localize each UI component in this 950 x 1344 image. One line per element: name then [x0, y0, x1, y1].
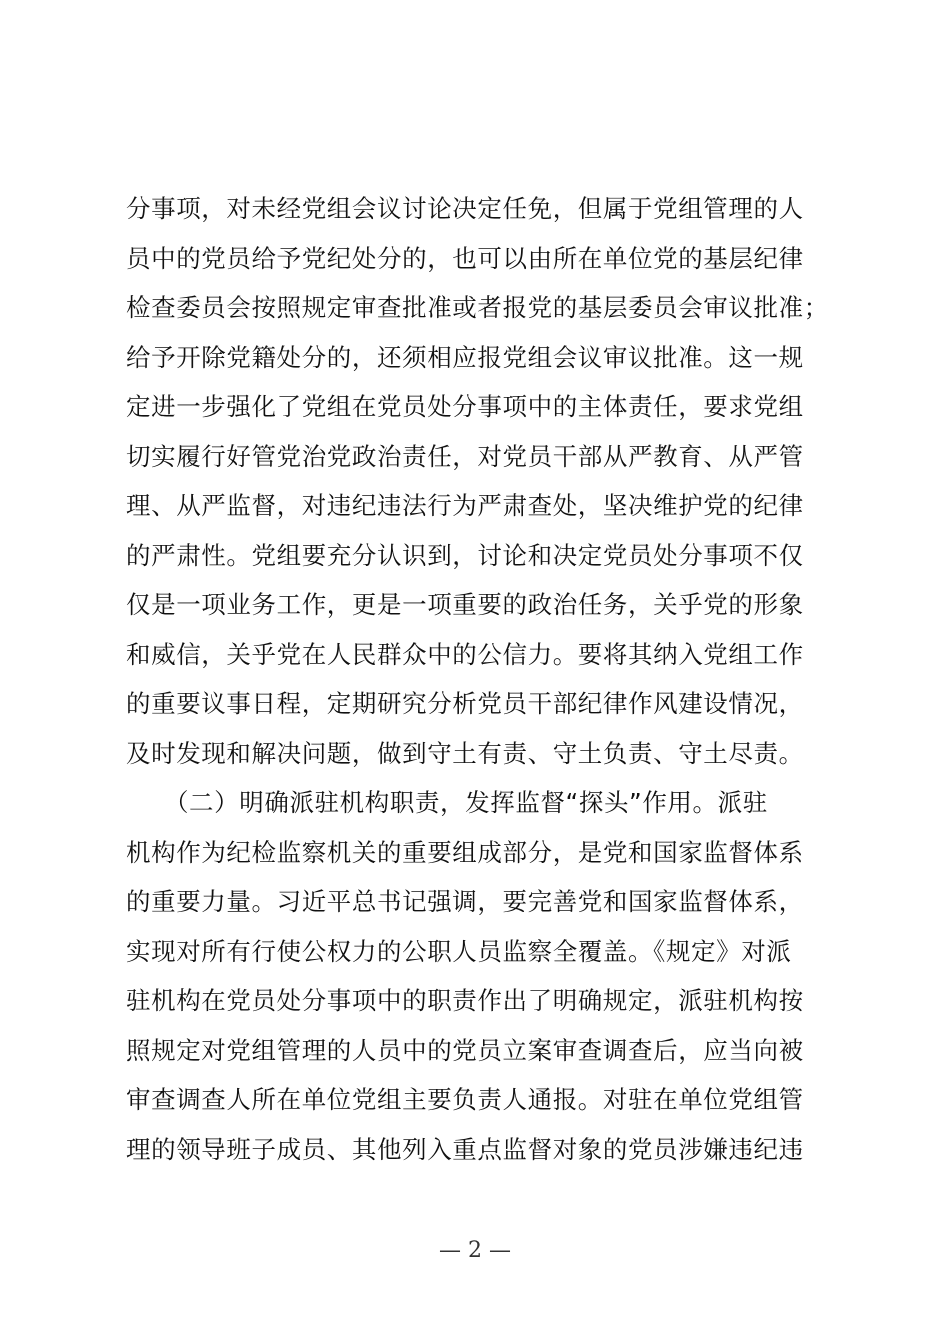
text-line: 审查调查人所在单位党组主要负责人通报。对驻在单位党组管	[126, 1085, 804, 1114]
text-line: 机构作为纪检监察机关的重要组成部分，是党和国家监督体系	[126, 837, 804, 867]
text-line: 实现对所有行使公权力的公职人员监察全覆盖。《规定》对派	[126, 936, 792, 966]
text-line: 理、从严监督，对违纪违法行为严肃查处，坚决维护党的纪律	[126, 491, 804, 520]
text-line: 检查委员会按照规定审查批准或者报党的基层委员会审议批准；	[126, 293, 829, 322]
text-line: 和威信，关乎党在人民群众中的公信力。要将其纳入党组工作	[126, 639, 804, 669]
text-line: 员中的党员给予党纪处分的，也可以由所在单位党的基层纪律	[126, 243, 804, 273]
body-text	[126, 184, 846, 1174]
section-heading-line: （二）明确派驻机构职责，发挥监督“探头”作用。派驻	[126, 788, 768, 817]
text-line: 的重要议事日程，定期研究分析党员干部纪律作风建设情况，	[126, 689, 804, 718]
text-line: 分事项，对未经党组会议讨论决定任免，但属于党组管理的人	[126, 194, 804, 223]
text-line: 定进一步强化了党组在党员处分事项中的主体责任，要求党组	[126, 392, 804, 421]
text-line: 及时发现和解决问题，做到守土有责、守土负责、守土尽责。	[126, 738, 804, 768]
text-line: 仅是一项业务工作，更是一项重要的政治任务，关乎党的形象	[126, 590, 804, 619]
text-line: 给予开除党籍处分的，还须相应报党组会议审议批准。这一规	[126, 342, 804, 372]
text-line: 驻机构在党员处分事项中的职责作出了明确规定，派驻机构按	[126, 986, 804, 1015]
text-line: 切实履行好管党治党政治责任，对党员干部从严教育、从严管	[126, 441, 804, 471]
text-line: 照规定对党组管理的人员中的党员立案审查调查后，应当向被	[126, 1035, 804, 1065]
text-line: 的重要力量。习近平总书记强调，要完善党和国家监督体系，	[126, 887, 804, 916]
text-line: 的严肃性。党组要充分认识到，讨论和决定党员处分事项不仅	[126, 540, 804, 570]
page-number: — 2 —	[439, 1238, 511, 1263]
text-line: 理的领导班子成员、其他列入重点监督对象的党员涉嫌违纪违	[126, 1134, 804, 1164]
